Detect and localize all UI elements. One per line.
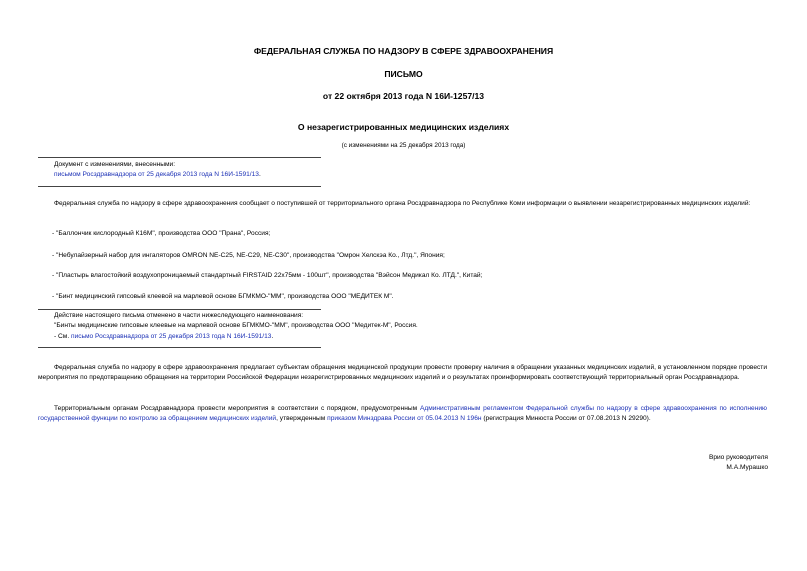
- changes-note: (с изменениями на 25 декабря 2013 года): [341, 142, 466, 149]
- document-type: ПИСЬМО: [384, 69, 423, 79]
- signatory-name: М.А.Мурашко: [726, 464, 768, 471]
- intro-paragraph: Федеральная служба по надзору в сфере здравоохранения сообщает о поступившей от территориального органа Росздравнадзора по Республике Коми информации о выявлении незарегистрированных медицинских изделий:: [54, 200, 751, 207]
- list-item: - "Небулайзерный набор для ингаляторов OMRON NE-C25, NE-C29, NE-C30", производства "Омрон Хелскэа Ко., Лтд.", Япония;: [52, 252, 445, 259]
- agency-title: ФЕДЕРАЛЬНАЯ СЛУЖБА ПО НАДЗОРУ В СФЕРЕ ЗДРАВООХРАНЕНИЯ: [253, 46, 554, 56]
- changes-box-label: Документ с изменениями, внесенными:: [54, 161, 176, 168]
- signatory-title: Врио руководителя: [708, 454, 768, 461]
- cancel-box-item: "Бинты медицинские гипсовые клеевые на марлевой основе БГМКМО-"ММ", производства ООО "Медитек-М", Россия.: [54, 322, 418, 329]
- list-item: - "Бинт медицинский гипсовый клеевой на марлевой основе БГМКМО-"ММ", производства ООО "МЕДИТЕК М".: [52, 293, 394, 300]
- divider: [38, 157, 321, 158]
- document-date-number: от 22 октября 2013 года N 16И-1257/13: [322, 91, 485, 101]
- instruction-paragraph: Территориальным органам Росздравнадзора провести мероприятия в соответствии с порядком, предусмотренным Административным регламентом Федеральной службы по надзору в сфере здравоохранения по исполнению государственной функции по контролю за обращением медицинских изделий, утвержденным приказом Минздрава России от 05.04.2013 N 196н (регистрация Минюста России от 07.08.2013 N 29290).: [38, 405, 767, 422]
- document-subject: О незарегистрированных медицинских изделиях: [297, 122, 510, 132]
- changes-box-reference: письмом Росздравнадзора от 25 декабря 2013 года N 16И-1591/13.: [54, 171, 261, 178]
- cancel-link[interactable]: письмо Росздравнадзора от 25 декабря 2013 года N 16И-1591/13: [71, 333, 272, 340]
- changes-link[interactable]: письмом Росздравнадзора от 25 декабря 2013 года N 16И-1591/13: [54, 171, 259, 178]
- divider: [38, 347, 321, 348]
- order-link[interactable]: приказом Минздрава России от 05.04.2013 N 196н: [327, 414, 482, 422]
- cancel-box-label: Действие настоящего письма отменено в части нижеследующего наименования:: [54, 312, 304, 319]
- divider: [38, 186, 321, 187]
- proposal-paragraph: Федеральная служба по надзору в сфере здравоохранения предлагает субъектам обращения медицинской продукции провести проверку наличия в обращении указанных медицинских изделий, в установленном порядке провести мероприятия по предотвращению обращения на территории Российской Федерации незарегистрированных медицинских изделий и о результатах проинформировать соответствующий территориальный орган Росздравнадзора.: [38, 364, 767, 381]
- regulation-link[interactable]: Административным регламентом Федеральной службы по надзору в сфере здравоохранения по исполнению государственной функции по контролю за обращением медицинских изделий: [38, 405, 767, 422]
- list-item: - "Баллончик кислородный К16М", производства ООО "Прана", Россия;: [52, 230, 271, 237]
- list-item: - "Пластырь влагостойкий воздухопроницаемый стандартный FIRSTAID 22х75мм - 100шт", производства "Вэйсон Медикал Ко. ЛТД.", Китай;: [52, 272, 483, 279]
- divider: [38, 309, 321, 310]
- cancel-box-reference: - См. письмо Росздравнадзора от 25 декабря 2013 года N 16И-1591/13.: [54, 333, 274, 340]
